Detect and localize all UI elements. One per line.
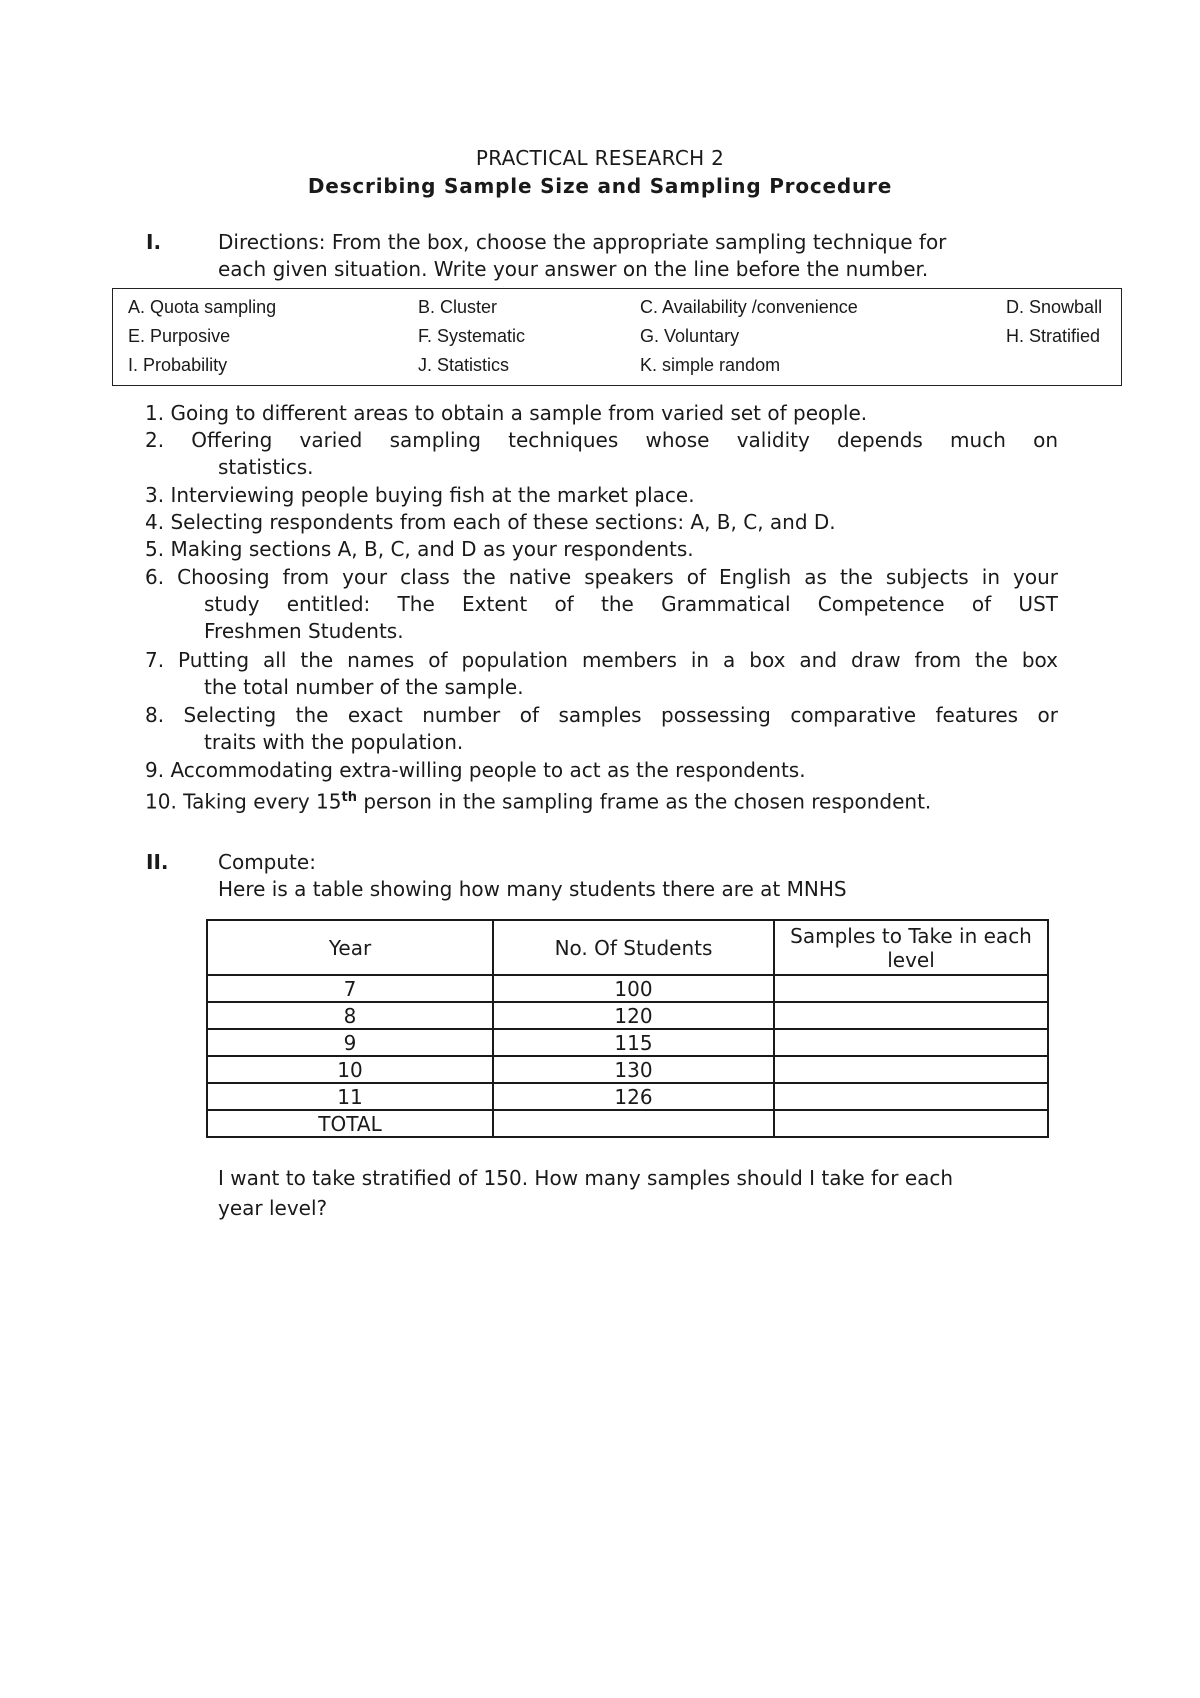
item-10-start: 10. Taking every 15	[145, 789, 342, 814]
item-4: 4. Selecting respondents from each of these sections: A, B, C, and D.	[145, 510, 836, 534]
choice-text: Systematic	[437, 326, 526, 346]
choice-text: Purposive	[150, 326, 231, 346]
table-total-row	[207, 1110, 1048, 1137]
compute-label: Compute:	[218, 850, 316, 874]
cell-samples[interactable]	[774, 1029, 1048, 1056]
table-header-row	[207, 920, 1048, 975]
choice-letter: B.	[418, 297, 436, 317]
choice-letter: J.	[418, 355, 433, 375]
item-10-end: person in the sampling frame as the chosen respondent.	[357, 789, 932, 814]
choice-letter: D.	[1006, 297, 1024, 317]
table-row	[207, 1002, 1048, 1029]
choice-g	[640, 326, 739, 347]
question	[218, 1163, 1068, 1223]
item-7	[145, 647, 1058, 701]
choice-letter: F.	[418, 326, 433, 346]
item-9: 9. Accommodating extra-willing people to act as the respondents.	[145, 758, 806, 782]
choice-a	[128, 297, 276, 318]
choice-letter: C.	[640, 297, 658, 317]
choice-text: Statistics	[437, 355, 510, 375]
choice-text: Availability /convenience	[662, 297, 858, 317]
item-3: 3. Interviewing people buying fish at the market place.	[145, 483, 695, 507]
choice-i	[128, 355, 227, 376]
header-year: Year	[207, 920, 493, 975]
directions-line-2: each given situation. Write your answer on the line before the number.	[218, 257, 929, 281]
item-2	[145, 427, 1058, 481]
cell-samples[interactable]	[774, 975, 1048, 1002]
choice-letter: H.	[1006, 326, 1024, 346]
item-7-line-2: the total number of the sample.	[204, 675, 524, 699]
cell-students: 126	[493, 1083, 774, 1110]
table-row	[207, 1029, 1048, 1056]
cell-total-samples[interactable]	[774, 1110, 1048, 1137]
choice-text: simple random	[662, 355, 781, 375]
cell-samples[interactable]	[774, 1002, 1048, 1029]
item-6-line-3: Freshmen Students.	[204, 619, 404, 643]
choice-e	[128, 326, 230, 347]
header-samples: Samples to Take in each level	[774, 920, 1048, 975]
table-row	[207, 1056, 1048, 1083]
cell-students: 115	[493, 1029, 774, 1056]
item-6-line-1: 6. Choosing from your class the native speakers of English as the subjects in your	[145, 565, 1058, 589]
item-10-superscript: th	[341, 790, 357, 805]
choice-letter: I.	[128, 355, 139, 375]
cell-total-label: TOTAL	[207, 1110, 493, 1137]
choices-box	[112, 288, 1122, 386]
cell-year: 10	[207, 1056, 493, 1083]
choice-b	[418, 297, 497, 318]
part-two-numeral: II.	[146, 850, 169, 874]
choice-letter: A.	[128, 297, 146, 317]
part-two-intro	[218, 849, 1058, 903]
cell-samples[interactable]	[774, 1083, 1048, 1110]
table-row	[207, 975, 1048, 1002]
choice-text: Stratified	[1029, 326, 1101, 346]
document-subtitle: Describing Sample Size and Sampling Procedure	[307, 174, 893, 198]
cell-students: 130	[493, 1056, 774, 1083]
item-8	[145, 702, 1058, 756]
students-table	[206, 919, 1049, 1138]
choice-text: Quota sampling	[150, 297, 277, 317]
choice-j	[418, 355, 509, 376]
choice-letter: K.	[640, 355, 658, 375]
table-intro: Here is a table showing how many students there are at MNHS	[218, 877, 847, 901]
part-one-directions	[218, 229, 1058, 283]
choice-letter: E.	[128, 326, 146, 346]
choice-text: Probability	[143, 355, 228, 375]
cell-students: 120	[493, 1002, 774, 1029]
header-students: No. Of Students	[493, 920, 774, 975]
cell-total-students[interactable]	[493, 1110, 774, 1137]
item-6	[145, 564, 1058, 645]
item-2-line-1: 2. Offering varied sampling techniques whose validity depends much on	[145, 428, 1058, 452]
cell-students: 100	[493, 975, 774, 1002]
item-5: 5. Making sections A, B, C, and D as your respondents.	[145, 537, 694, 561]
document-title: PRACTICAL RESEARCH 2	[475, 146, 725, 170]
directions-line-1: Directions: From the box, choose the appropriate sampling technique for	[218, 230, 947, 254]
choice-text: Voluntary	[664, 326, 740, 346]
item-7-line-1: 7. Putting all the names of population members in a box and draw from the box	[145, 648, 1058, 672]
choice-text: Snowball	[1029, 297, 1103, 317]
item-2-line-2: statistics.	[218, 455, 314, 479]
cell-year: 8	[207, 1002, 493, 1029]
item-6-line-2: study entitled: The Extent of the Grammatical Competence of UST	[204, 592, 1058, 616]
item-8-line-2: traits with the population.	[204, 730, 464, 754]
question-line-1: I want to take stratified of 150. How many samples should I take for each	[218, 1166, 954, 1190]
choice-k	[640, 355, 780, 376]
table-row	[207, 1083, 1048, 1110]
choice-d	[1006, 297, 1102, 318]
item-10	[145, 784, 1085, 816]
cell-year: 7	[207, 975, 493, 1002]
part-one-numeral: I.	[146, 230, 162, 254]
choice-letter: G.	[640, 326, 660, 346]
cell-samples[interactable]	[774, 1056, 1048, 1083]
question-line-2: year level?	[218, 1196, 328, 1220]
choice-f	[418, 326, 525, 347]
item-8-line-1: 8. Selecting the exact number of samples possessing comparative features or	[145, 703, 1058, 727]
cell-year: 9	[207, 1029, 493, 1056]
item-1: 1. Going to different areas to obtain a sample from varied set of people.	[145, 401, 868, 425]
cell-year: 11	[207, 1083, 493, 1110]
choice-h	[1006, 326, 1100, 347]
choice-c	[640, 297, 858, 318]
choice-text: Cluster	[440, 297, 498, 317]
